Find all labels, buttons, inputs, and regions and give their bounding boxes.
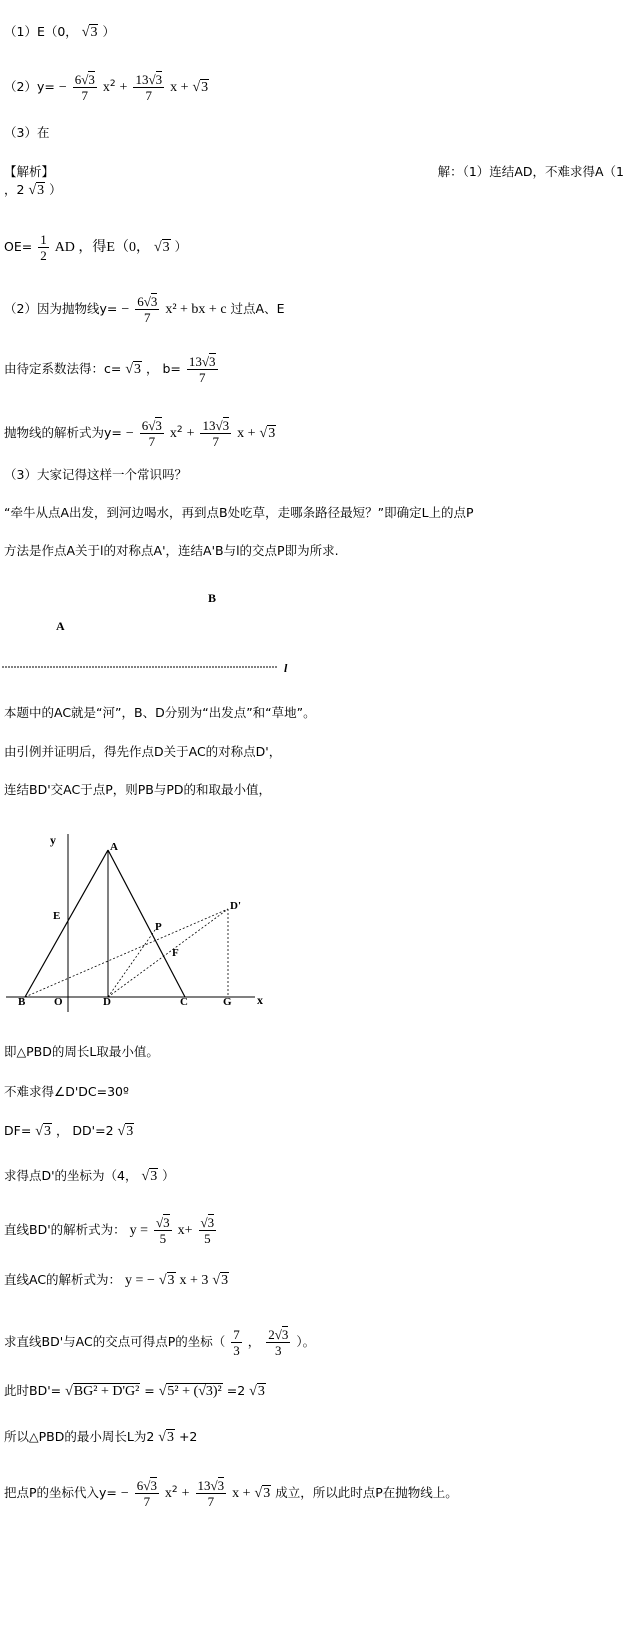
river-figure — [0, 585, 320, 680]
bd-prime-length: 此时BD'= √BG² + D'G² = √5² + (√3)² =2 √3 — [4, 1383, 265, 1399]
label-d-prime: D' — [230, 900, 241, 912]
side-ba — [25, 850, 108, 997]
line-bd-prime: 直线BD'的解析式为： y = $\frac{√3}{5}$ x+ $\frac{√3}{5}$ — [4, 1215, 215, 1246]
line-ac: 直线AC的解析式为： y = − √3 x + 3 √3 — [4, 1272, 229, 1288]
label-e: E — [53, 910, 61, 922]
point-p-coordinates: 求直线BD'与AC的交点可得点P的坐标（ $\frac{7}{3}$ ， $\frac{2√3}{3}$ ）。 — [4, 1327, 316, 1358]
reflect-d: 由引例并证明后，得先作点D关于AC的对称点D'， — [4, 744, 282, 759]
d-prime-coordinates: 求得点D'的坐标为（4， √3 ） — [4, 1168, 175, 1184]
side-ac — [108, 850, 185, 997]
label-b: B — [18, 996, 26, 1008]
fig1-point-b: B — [208, 591, 217, 605]
df-dd-lengths: DF= √3 ， DD'=2 √3 — [4, 1123, 134, 1139]
coordinate-figure — [0, 822, 290, 1022]
segment-dd-prime — [108, 909, 228, 997]
parabola-expression: 抛物线的解析式为y= − $\frac{6√3}{7}$ $x^2$ + $\frac{13√3}{7}$ x + √3 — [4, 418, 276, 449]
fig1-label-l: l — [284, 661, 288, 675]
analysis-part1-cont: ，2 √3 ） — [4, 182, 62, 198]
segment-dp — [108, 930, 155, 997]
min-perimeter-value: 所以△PBD的最小周长L为2 √3 +2 — [4, 1429, 198, 1445]
river-explanation: 本题中的AC就是“河”，B、D分别为“出发点”和“草地”。 — [4, 705, 316, 720]
label-p: P — [155, 921, 162, 933]
coefficients: 由待定系数法得：c= √3 ， b= $\frac{13√3}{7}$ — [4, 354, 216, 385]
label-o: O — [54, 996, 63, 1008]
segment-bd-prime — [25, 909, 228, 997]
analysis-part1: 解：（1）连结AD，不难求得A（1 — [437, 164, 624, 179]
verify-on-parabola: 把点P的坐标代入y= − $\frac{6√3}{7}$ $x^2$ + $\frac{13√3}{7}$ x + √3 成立，所以此时点P在抛物线上。 — [4, 1478, 458, 1509]
label-g: G — [223, 996, 232, 1008]
min-perimeter-statement: 即△PBD的周长L取最小值。 — [4, 1044, 159, 1059]
label-d: D — [103, 996, 111, 1008]
oe-line: OE= $\frac{1}{2}$ AD ，得E（0， √3 ） — [4, 232, 188, 263]
angle-statement: 不难求得∠D'DC=30º — [4, 1084, 129, 1099]
analysis-label: 【解析】 — [4, 164, 55, 179]
answer-2: （2）y= − $\frac{6√3}{7}$ $x^2$ + $\frac{13√3}{7}$ x + √3 — [4, 72, 209, 103]
answer-1: （1）E（0， √3 ） — [4, 24, 115, 40]
part3-title: （3）大家记得这样一个常识吗？ — [4, 467, 187, 482]
label-x: x — [257, 993, 263, 1007]
part3-method: 方法是作点A关于l的对称点A'，连结A'B与l的交点P即为所求. — [4, 543, 339, 558]
label-f: F — [172, 947, 179, 959]
answer-3: （3）在 — [4, 125, 50, 140]
label-a: A — [110, 841, 118, 853]
label-c: C — [180, 996, 188, 1008]
part2-parabola: （2）因为抛物线y= − $\frac{6√3}{7}$ x² + bx + c 过点A、E — [4, 294, 285, 325]
connect-bd: 连结BD'交AC于点P，则PB与PD的和取最小值， — [4, 782, 272, 797]
fig1-point-a: A — [56, 619, 65, 633]
label-y: y — [50, 833, 56, 847]
part3-story: “牵牛从点A出发，到河边喝水，再到点B处吃草，走哪条路径最短？”即确定L上的点P — [4, 505, 474, 520]
